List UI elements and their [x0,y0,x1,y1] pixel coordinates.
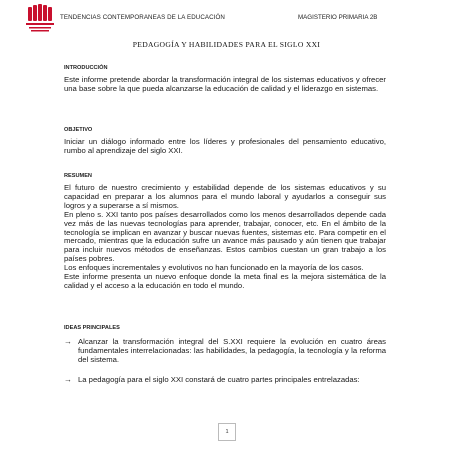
section-heading-introduccion: INTRODUCCIÓN [64,65,108,71]
institution-logo-icon [22,4,60,38]
list-item [64,376,386,385]
page-number: 1 [218,423,236,441]
resumen-paragraph: Este informe presenta un nuevo enfoque donde la meta final es la mejora sistemática de la calidad y el acceso a la educación en todo el mundo. [64,272,386,290]
section-heading-resumen: RESUMEN [64,173,92,179]
resumen-body [64,184,386,291]
arrow-right-icon: → [64,375,72,384]
objetivo-text: Iniciar un diálogo informado entre los líderes y profesionales del pensamiento educativo, rumbo al aprendizaje del siglo XXI. [64,137,386,155]
document-title: PEDAGOGÍA Y HABILIDADES PARA EL SIGLO XXI [132,40,321,49]
arrow-right-icon: → [64,337,72,346]
header-group: MAGISTERIO PRIMARIA 2B [298,14,378,21]
resumen-paragraph: El futuro de nuestro crecimiento y estabilidad depende de los sistemas educativos y su capacidad en preparar a los alumnos para el mundo laboral y ayudarlos a conseguir sus logros y a superarse a sí mismos. [64,183,386,210]
idea-text: La pedagogía para el siglo XXI constará de cuatro partes principales entrelazadas: [78,375,360,384]
section-heading-objetivo: OBJETIVO [64,127,93,133]
resumen-paragraph: En pleno s. XXI tanto pos países desarrollados como los menos desarrollados depende cada vez más de las nuevas tecnologías para aprender, trabajar, conocer, etc. En el ámbito de la tecnología se implican en avanzar y buscar nuevas fuentes, sistemas etc. Para competir en el mercado, mientras que la educación sufre un avance más pausado y aún tienen que trabajar para incluir nuevos métodos de enseñanzas. Estos cambios cuestan un gran trabajo a los países pobres. [64,209,386,264]
list-item [64,338,386,365]
header-course-title: TENDENCIAS CONTEMPORANEAS DE LA EDUCACIÓN [60,14,226,21]
section-heading-ideas: IDEAS PRINCIPALES [64,325,120,331]
resumen-paragraph: Los enfoques incrementales y evolutivos no han funcionado en la mayoría de los casos. [64,263,364,273]
introduccion-text: Este informe pretende abordar la transformación integral de los sistemas educativos y ofrecer una base sobre la que pueda alcanzarse la educación de calidad y el liderazgo en sistemas. [64,75,386,93]
idea-text: Alcanzar la transformación integral del S.XXI requiere la evolución en cuatro áreas fundamentales interrelacionadas: las habilidades, la pedagogía, la tecnología y la reforma del sistema. [78,337,386,364]
